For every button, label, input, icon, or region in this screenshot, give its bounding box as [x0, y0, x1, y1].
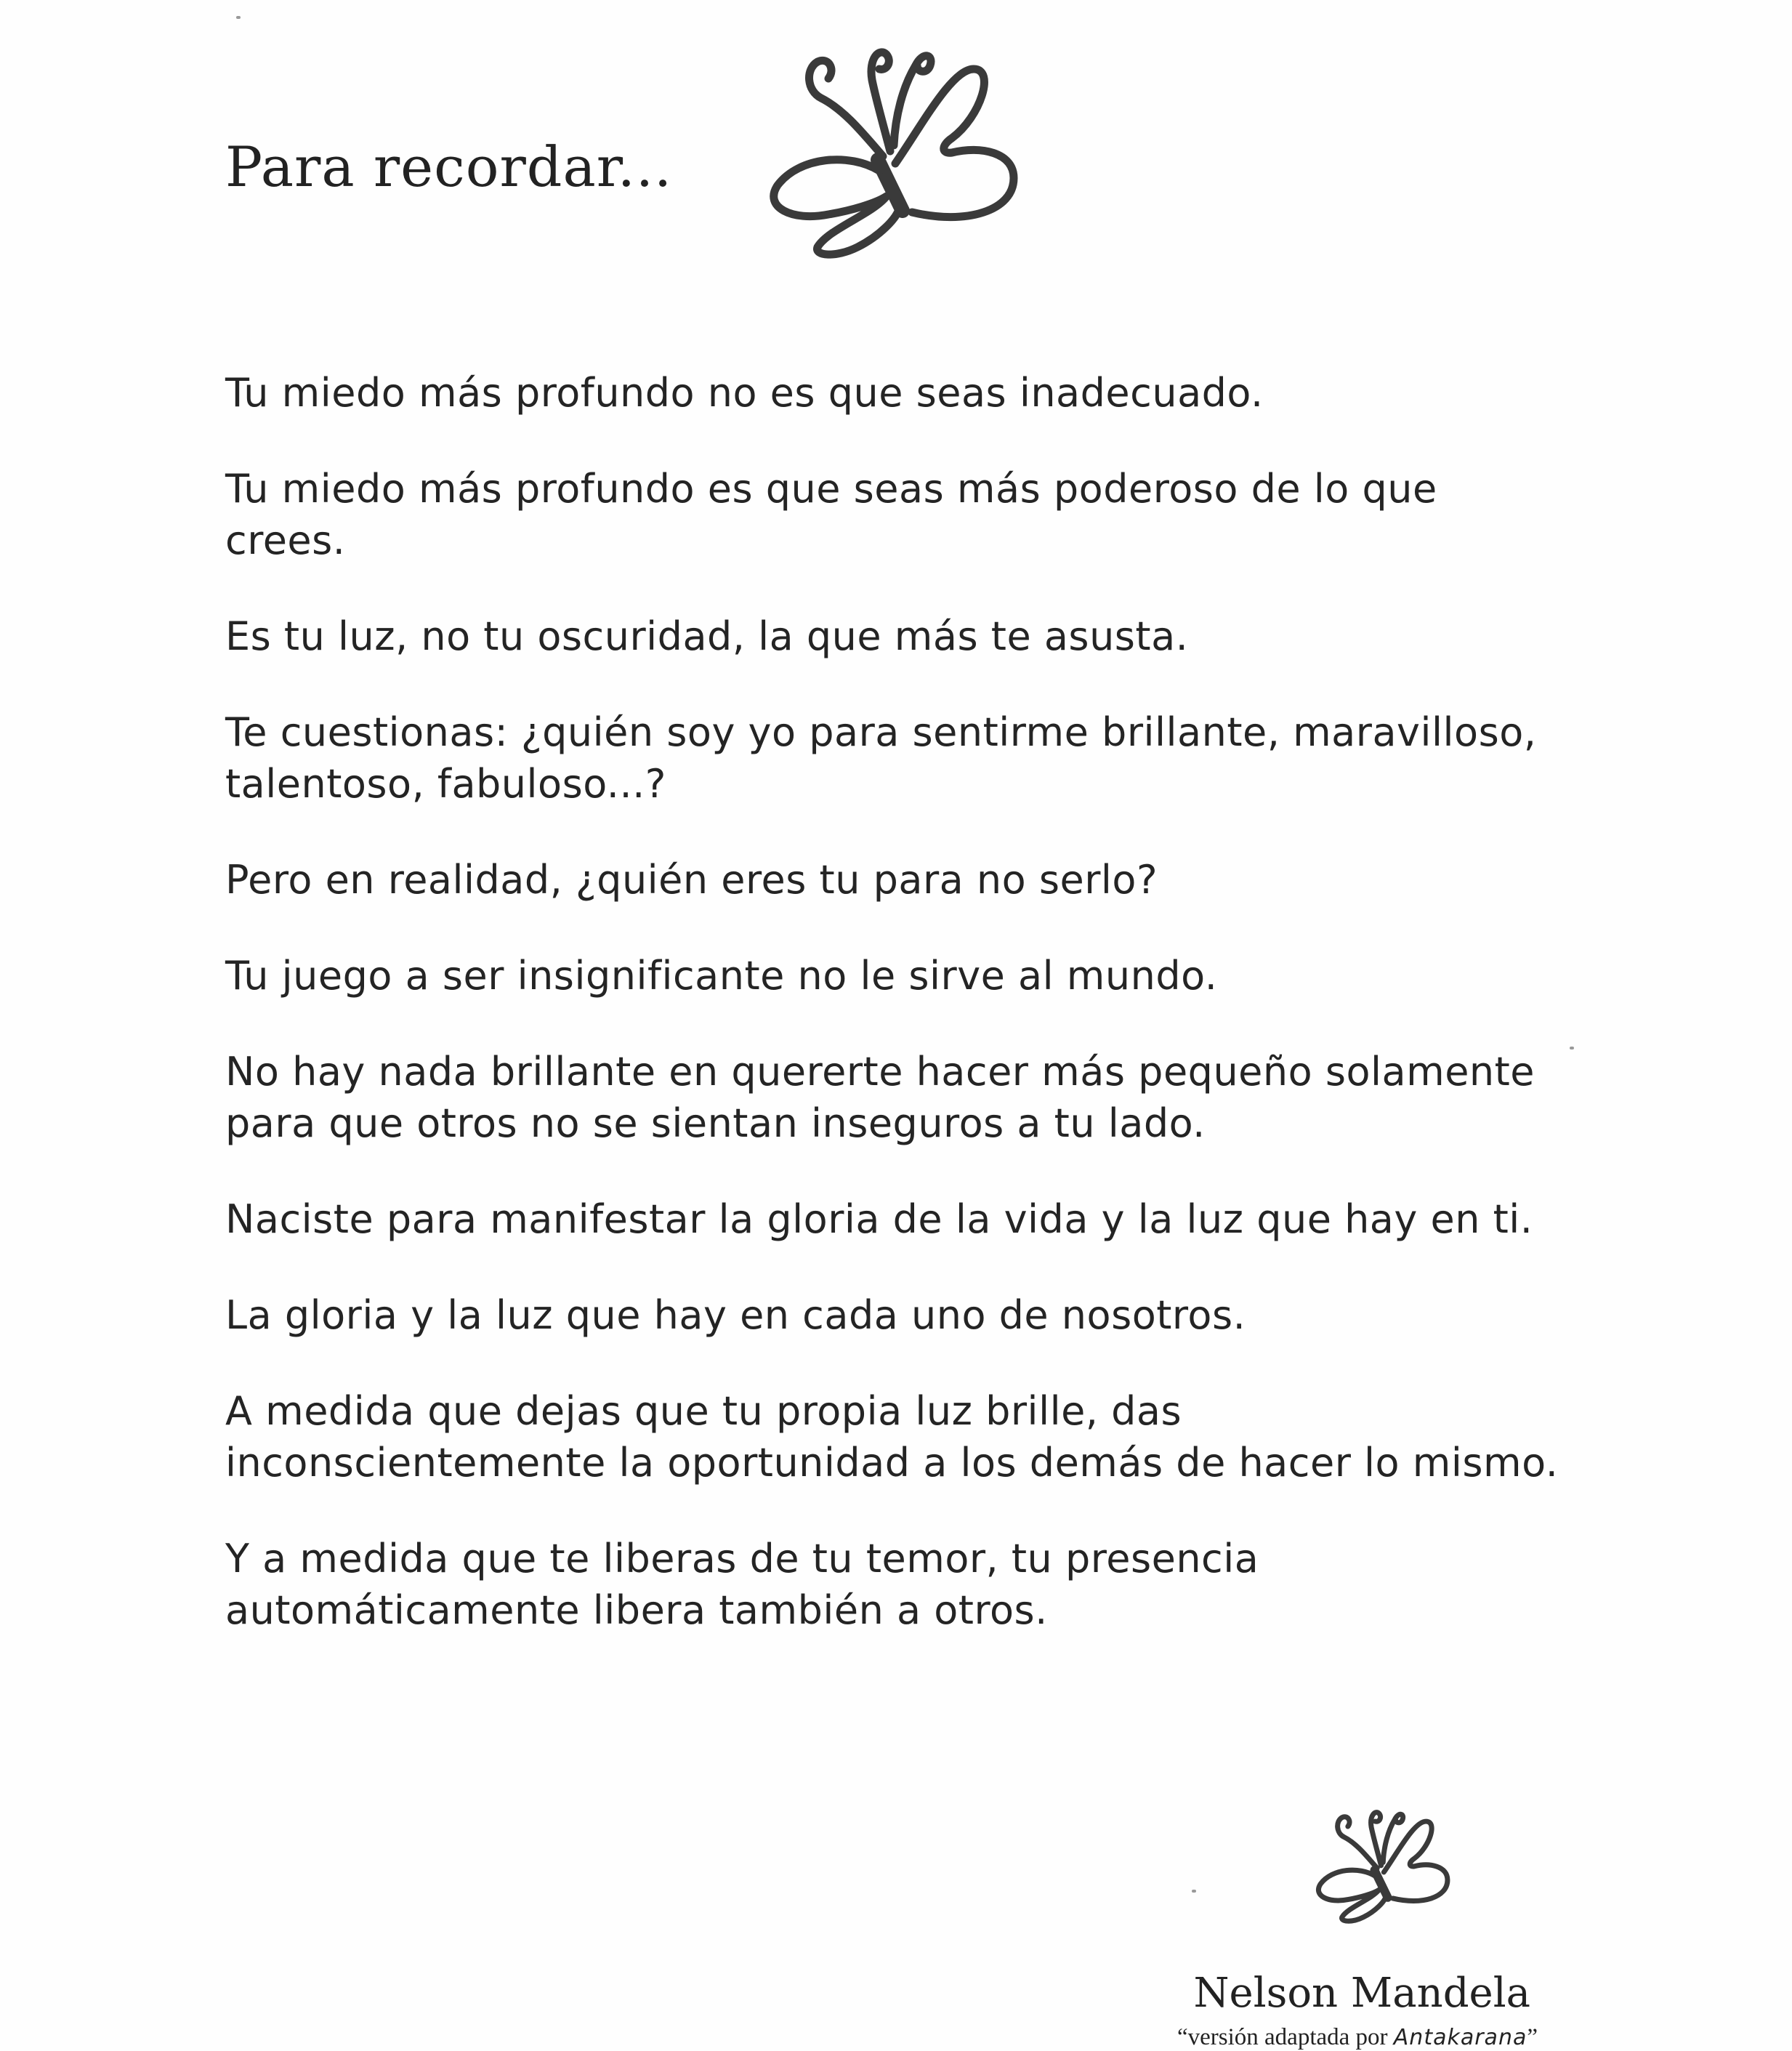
- poem-stanza: La gloria y la luz que hay en cada uno de nosotros.: [225, 1292, 1246, 1338]
- poem-stanza: Y a medida que te liberas de tu temor, tu presencia automáticamente libera también a otros.: [225, 1536, 1259, 1633]
- poem-stanza: Tu juego a ser insignificante no le sirve al mundo.: [225, 953, 1218, 999]
- scan-speck: [236, 16, 241, 19]
- butterfly-icon: [1297, 1799, 1453, 1926]
- poem-stanza: Naciste para manifestar la gloria de la vida y la luz que hay en ti.: [225, 1196, 1533, 1242]
- credit-prefix: “versión adaptada por: [1176, 2024, 1394, 2050]
- poem-stanza: Pero en realidad, ¿quién eres tu para no serlo?: [225, 857, 1158, 903]
- credit-suffix: ”: [1527, 2024, 1538, 2050]
- scan-speck: [1570, 1047, 1574, 1049]
- butterfly-icon: [734, 29, 1025, 262]
- poem-stanza: Es tu luz, no tu oscuridad, la que más te asusta.: [225, 613, 1189, 659]
- scan-speck: [1192, 1890, 1196, 1893]
- credit-brand: Antakarana: [1393, 2025, 1527, 2050]
- poem-stanza: Tu miedo más profundo es que seas más poderoso de lo que crees.: [225, 466, 1437, 563]
- poem-stanza: Tu miedo más profundo no es que seas inadecuado.: [225, 370, 1264, 416]
- poem-stanza: No hay nada brillante en quererte hacer más pequeño solamente para que otros no se sientan inseguros a tu lado.: [225, 1049, 1535, 1146]
- adaptation-credit: [1177, 2024, 1538, 2051]
- poem-stanza: Te cuestionas: ¿quién soy yo para sentirme brillante, maravilloso, talentoso, fabuloso...?: [225, 709, 1537, 807]
- poem-stanza: A medida que dejas que tu propia luz brille, das inconscientemente la oportunidad a los demás de hacer lo mismo.: [225, 1388, 1559, 1486]
- author-name: Nelson Mandela: [1193, 1970, 1530, 2017]
- poem-body: [225, 367, 1606, 1680]
- page-title: Para recordar...: [225, 134, 673, 199]
